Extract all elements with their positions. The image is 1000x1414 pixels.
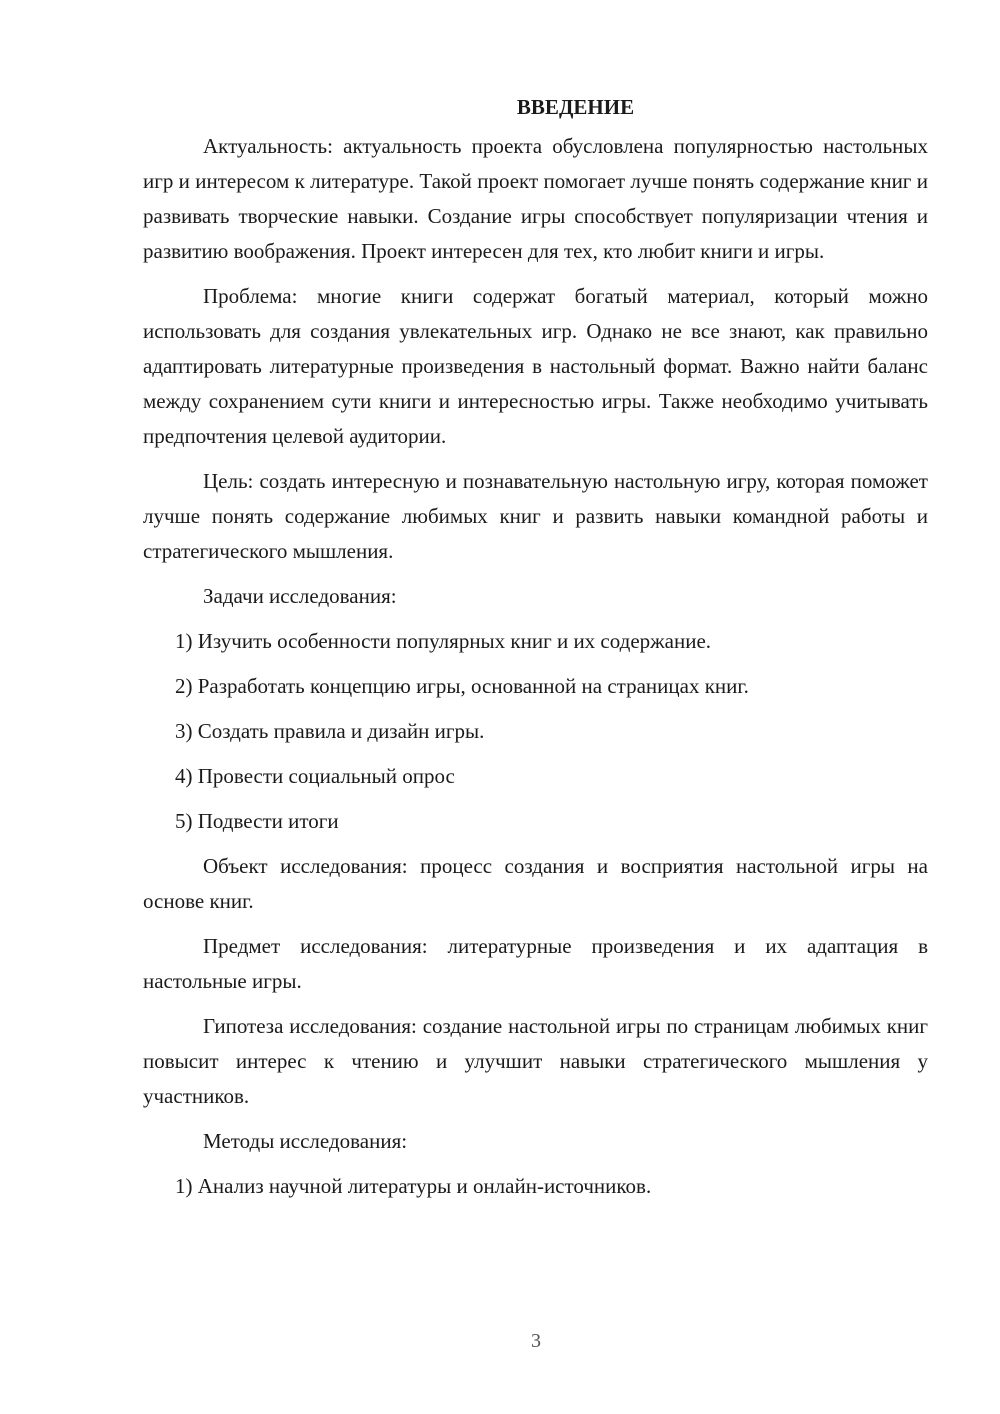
- page-number: 3: [531, 1330, 541, 1352]
- list-item: 2) Разработать концепцию игры, основанной на страницах книг.: [175, 674, 749, 698]
- object-paragraph: Объект исследования: процесс создания и восприятия настольной игры на основе книг.: [143, 854, 928, 913]
- subject-paragraph: Предмет исследования: литературные произведения и их адаптация в настольные игры.: [143, 934, 928, 993]
- methods-list: [143, 1169, 928, 1204]
- page-title: ВВЕДЕНИЕ: [516, 95, 635, 119]
- list-item: 4) Провести социальный опрос: [175, 764, 455, 788]
- relevance-paragraph: Актуальность: актуальность проекта обусловлена популярностью настольных игр и интересом к литературе. Такой проект помогает лучше понять содержание книг и развивать творческие навыки. Создание игры способствует популяризации чтения и развитию воображения. Проект интересен для тех, кто любит книги и игры.: [143, 134, 928, 263]
- tasks-heading: Задачи исследования:: [203, 584, 397, 608]
- methods-heading: Методы исследования:: [203, 1129, 408, 1153]
- list-item: 1) Изучить особенности популярных книг и их содержание.: [175, 629, 712, 653]
- tasks-list: [143, 624, 928, 839]
- document-page: [143, 90, 928, 1214]
- problem-paragraph: Проблема: многие книги содержат богатый материал, который можно использовать для создания увлекательных игр. Однако не все знают, как правильно адаптировать литературные произведения в настольный формат. Важно найти баланс между сохранением сути книги и интересностью игры. Также необходимо учитывать предпочтения целевой аудитории.: [143, 284, 928, 448]
- list-item: 5) Подвести итоги: [175, 809, 339, 833]
- list-item: 1) Анализ научной литературы и онлайн-источников.: [175, 1174, 652, 1198]
- list-item: 3) Создать правила и дизайн игры.: [175, 719, 485, 743]
- hypothesis-paragraph: Гипотеза исследования: создание настольной игры по страницам любимых книг повысит интерес к чтению и улучшит навыки стратегического мышления у участников.: [143, 1014, 928, 1108]
- goal-paragraph: Цель: создать интересную и познавательную настольную игру, которая поможет лучше понять содержание любимых книг и развить навыки командной работы и стратегического мышления.: [143, 469, 928, 563]
